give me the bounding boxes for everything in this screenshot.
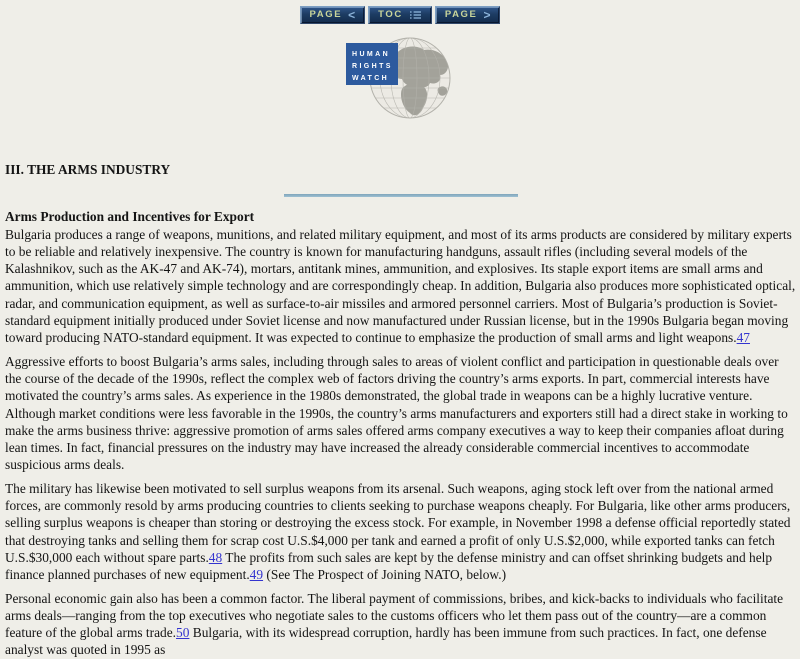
- hrw-logo: [0, 35, 800, 121]
- logo-text-line1: HUMAN: [352, 51, 391, 58]
- paragraph-text: (See The Prospect of Joining NATO, below.): [263, 567, 507, 583]
- top-navigation: [0, 0, 800, 24]
- page-next-button[interactable]: [435, 6, 501, 24]
- logo-text-line3: WATCH: [352, 75, 390, 82]
- page-prev-button[interactable]: [300, 6, 366, 24]
- paragraph-text: The military has likewise been motivated to sell surplus weapons from its arsenal. Such weapons, aging stock left over from the national armed forces, are commonly resold by arms producing countries to clients seeking to purchase weapons cheaply. For Bulgaria, like other arms producers, selling surplus weapons is cheaper than storing or destroying the excess stock. For example, in November 1998 a defense official reportedly stated that destroying tanks and selling them for scrap cost U.S.$4,000 per tank and earned a profit of only U.S.$2,000, while exported tanks can fetch U.S.$30,000 each without spare parts.: [5, 480, 791, 565]
- footnote-link-50[interactable]: 50: [176, 625, 190, 641]
- paragraph-text: Aggressive efforts to boost Bulgaria’s arms sales, including through sales to areas of violent conflict and participation in questionable deals over the course of the decade of the 1990s, reflect the complex web of factors driving the country’s arms exports. In part, commercial interests have motivated the country’s arms sales. As experience in the 1980s demonstrated, the global trade in weapons can be a highly lucrative venture. Although market conditions were less favorable in the 1990s, the country’s arms manufacturers and exporters still had a direct stake in working to make the arms business thrive: aggressive promotion of arms sales offered arms company executives a way to keep their companies afloat during lean times. In fact, financial pressures on the industry may have increased the already considerable commercial incentives to accommodate suspicious arms deals.: [5, 353, 788, 473]
- logo-text-line2: RIGHTS: [352, 63, 393, 70]
- paragraph: [5, 353, 796, 474]
- paragraph-text: The profits from such sales are kept by the defense ministry and can offset shrinking budgets and help finance planned purchases of new equipment.: [5, 549, 773, 583]
- left-arrow-icon: <: [348, 7, 356, 22]
- right-arrow-icon: >: [483, 7, 491, 22]
- page-next-label: PAGE: [444, 8, 478, 20]
- paragraph-text: Personal economic gain also has been a common factor. The liberal payment of commissions, bribes, and kick-backs to individuals who facilitate arms deals—ranging from the top executives who negotiate sales to the customs officers who let them pass out of the country—are a common feature of the global arms trade.: [5, 590, 784, 641]
- toc-list-icon: [409, 10, 422, 20]
- paragraphs-container: [5, 226, 796, 659]
- globe-icon: [344, 35, 456, 121]
- page-prev-label: PAGE: [309, 8, 343, 20]
- section-subheading: Arms Production and Incentives for Export: [5, 209, 255, 225]
- toc-label: TOC: [378, 8, 403, 20]
- paragraph-text: Bulgaria produces a range of weapons, munitions, and related military equipment, and most of its arms products are considered by military experts to be reliable and relatively inexpensive. The country is known for manufacturing handguns, assault rifles (including several models of the Kalashnikov, such as the AK-47 and AK-74), mortars, antitank mines, ammunition, and explosives. Its staple export items are small arms and ammunition, which use relatively simple technology and are correspondingly cheap. In addition, Bulgaria also produces more sophisticated optical, radar, and communication equipment, as well as surface-to-air missiles and armored personnel carriers. Most of Bulgaria’s production is Soviet-standard equipment initially produced under Soviet license and now manufactured under Russian license, but in the 1990s Bulgaria began moving toward producing NATO-standard equipment. It was expected to continue to emphasize the production of small arms and light weapons.: [5, 226, 796, 346]
- footnote-link-48[interactable]: 48: [208, 549, 223, 565]
- paragraph: [5, 480, 796, 584]
- paragraph-text: Bulgaria, with its widespread corruption, hardly has been immune from such practices. In fact, one defense analyst was quoted in 1995 as: [5, 625, 767, 658]
- toc-button[interactable]: [368, 6, 432, 24]
- footnote-link-47[interactable]: 47: [736, 330, 750, 346]
- paragraph: [5, 226, 796, 347]
- footnote-link-49[interactable]: 49: [249, 567, 264, 583]
- page-title: III. THE ARMS INDUSTRY: [5, 162, 171, 177]
- article-body: [5, 208, 796, 658]
- section-divider: [284, 194, 518, 197]
